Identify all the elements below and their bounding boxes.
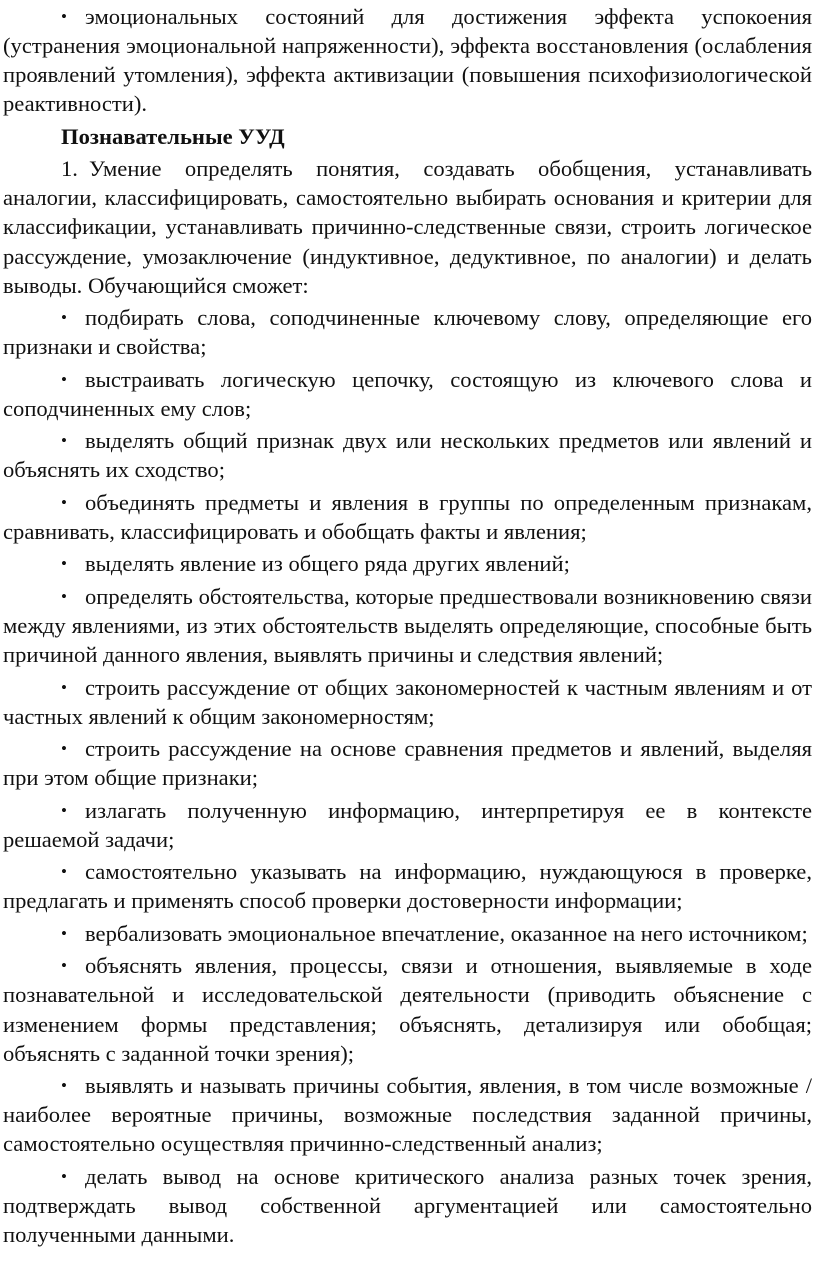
bullet-icon: •	[61, 739, 67, 759]
bullet-icon: •	[61, 308, 67, 328]
list-item-text: выявлять и называть причины события, явления, в том числе возможные /наиболее вероятные причины, возможные последствия заданной причины, самостоятельно осуществляя причинно-следственный анализ;	[3, 1073, 812, 1157]
list-item-text: выделять общий признак двух или нескольких предметов или явлений и объяснять их сходство;	[3, 428, 812, 483]
list-item-text: вербализовать эмоциональное впечатление, оказанное на него источником;	[85, 920, 808, 946]
bullet-icon: •	[61, 554, 67, 574]
list-item-text: излагать полученную информацию, интерпретируя ее в контексте решаемой задачи;	[3, 797, 812, 852]
section-heading: Познавательные УУД	[61, 123, 285, 149]
list-item-text: подбирать слова, соподчиненные ключевому слову, определяющие его признаки и свойства;	[3, 305, 812, 360]
list-item	[3, 426, 812, 484]
bullet-icon: •	[61, 492, 67, 512]
list-item	[3, 734, 812, 792]
list-item-text: самостоятельно указывать на информацию, нуждающуюся в проверке, предлагать и применять способ проверки достоверности информации;	[3, 859, 812, 914]
bullet-icon: •	[61, 7, 67, 26]
bullet-icon: •	[61, 1166, 67, 1186]
intro-bullet-text: эмоциональных состояний для достижения эффекта успокоения (устранения эмоциональной напряженности), эффекта восстановления (ослабления проявлений утомления), эффекта активизации (повышения психофизиологической реактивности).	[3, 4, 812, 117]
bullet-icon: •	[61, 586, 67, 606]
bullet-icon: •	[61, 431, 67, 451]
list-item	[3, 857, 812, 915]
bullet-icon: •	[61, 923, 67, 943]
list-item-text: выстраивать логическую цепочку, состоящую из ключевого слова и соподчиненных ему слов;	[3, 366, 812, 421]
list-item	[3, 488, 812, 546]
list-item	[3, 365, 812, 423]
list-item	[3, 303, 812, 361]
list-item	[3, 796, 812, 854]
list-item-text: объединять предметы и явления в группы по определенным признакам, сравнивать, классифицировать и обобщать факты и явления;	[3, 489, 812, 544]
list-item-text: объяснять явления, процессы, связи и отношения, выявляемые в ходе познавательной и исследовательской деятельности (приводить объяснение с изменением формы представления; объяснять, детализируя или обобщая; объяснять с заданной точки зрения);	[3, 953, 812, 1066]
list-item-text: строить рассуждение на основе сравнения предметов и явлений, выделяя при этом общие признаки;	[3, 736, 812, 791]
bullet-icon: •	[61, 1076, 67, 1096]
bullet-icon: •	[61, 369, 67, 389]
bullet-icon: •	[61, 800, 67, 820]
intro-bullet-paragraph	[3, 2, 812, 118]
list-item	[3, 1071, 812, 1158]
list-item	[3, 673, 812, 731]
list-item	[3, 1162, 812, 1249]
list-item-text: делать вывод на основе критического анализа разных точек зрения, подтверждать вывод собственной аргументацией или самостоятельно полученными данными.	[3, 1163, 812, 1247]
list-item-text: определять обстоятельства, которые предшествовали возникновению связи между явлениями, из этих обстоятельств выделять определяющие, способные быть причиной данного явления, выявлять причины и следствия явлений;	[3, 583, 812, 668]
bullet-icon: •	[61, 677, 67, 697]
list-item	[3, 549, 812, 578]
list-item	[3, 919, 812, 948]
item-text: Умение определять понятия, создавать обобщения, устанавливать аналогии, классифицировать, самостоятельно выбирать основания и критерии для классификации, устанавливать причинно-следственные связи, строить логическое рассуждение, умозаключение (индуктивное, дедуктивное, по аналогии) и делать выводы. Обучающийся сможет:	[3, 156, 812, 298]
item-number: 1.	[61, 156, 78, 182]
list-item-text: строить рассуждение от общих закономерностей к частным явлениям и от частных явлений к общим закономерностям;	[3, 674, 812, 729]
numbered-item-paragraph	[3, 154, 812, 299]
bullet-icon: •	[61, 862, 67, 882]
list-item	[3, 582, 812, 669]
list-item	[3, 951, 812, 1067]
bullet-icon: •	[61, 956, 67, 976]
list-item-text: выделять явление из общего ряда других явлений;	[85, 551, 570, 577]
